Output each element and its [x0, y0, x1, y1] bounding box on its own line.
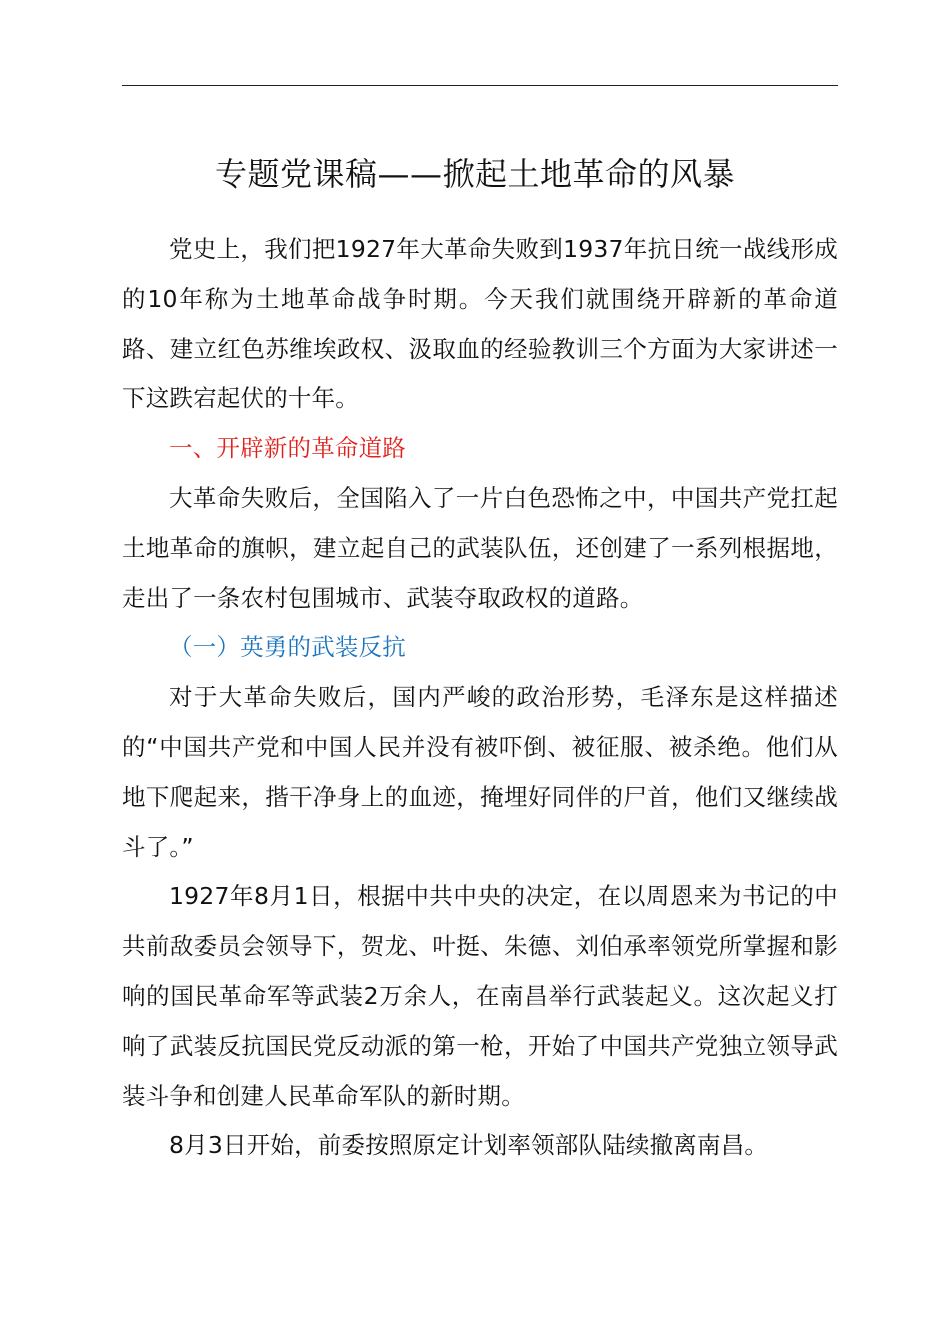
document-body: [122, 225, 838, 1171]
withdrawal-paragraph: 8月3日开始，前委按照原定计划率领部队陆续撤离南昌。: [169, 1131, 769, 1160]
mao-quote-paragraph: 对于大革命失败后，国内严峻的政治形势，毛泽东是这样描述的“中国共产党和中国人民并没有被吓倒、被征服、被杀绝。他们从地下爬起来，揩干净身上的血迹，掩埋好同伴的尸首，他们又继续战斗了。”: [122, 683, 838, 861]
subsection-heading-1: （一）英勇的武装反抗: [169, 633, 406, 662]
section-heading-1: 一、开辟新的革命道路: [169, 434, 406, 463]
document-title: 专题党课稿——掀起土地革命的风暴: [214, 155, 735, 193]
section-1-paragraph: 大革命失败后，全国陷入了一片白色恐怖之中，中国共产党扛起土地革命的旗帜，建立起自己的武装队伍，还创建了一系列根据地，走出了一条农村包围城市、武装夺取政权的道路。: [122, 483, 838, 612]
nanchang-uprising-paragraph: 1927年8月1日，根据中共中央的决定，在以周恩来为书记的中共前敌委员会领导下，贺龙、叶挺、朱德、刘伯承率领党所掌握和影响的国民革命军等武装2万余人，在南昌举行武装起义。这次起义打响了武装反抗国民党反动派的第一枪，开始了中国共产党独立领导武装斗争和创建人民革命军队的新时期。: [122, 882, 838, 1110]
intro-paragraph: 党史上，我们把1927年大革命失败到1937年抗日统一战线形成的10年称为土地革命战争时期。今天我们就围绕开辟新的革命道路、建立红色苏维埃政权、汲取血的经验教训三个方面为大家讲述一下这跌宕起伏的十年。: [122, 235, 838, 413]
header-rule: [122, 85, 838, 86]
